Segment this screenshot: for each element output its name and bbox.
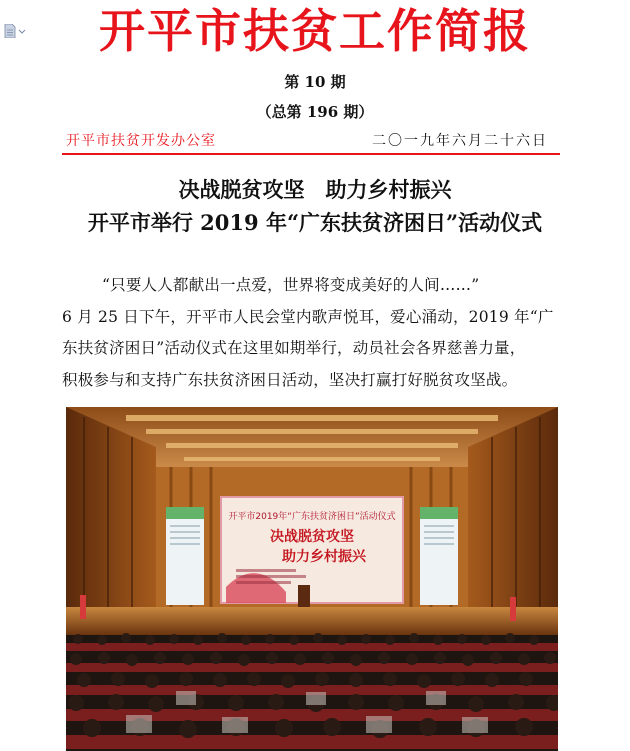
headline-line-1: 决战脱贫攻坚 助力乡村振兴 xyxy=(178,177,452,202)
banner-slogan-2: 助力乡村振兴 xyxy=(282,549,366,565)
paragraph-line: 东扶贫济困日”活动仪式在这里如期举行，动员社会各界慈善力量， xyxy=(62,339,526,357)
masthead-title: 开平市扶贫工作简报 xyxy=(99,4,531,58)
header-divider xyxy=(62,153,560,155)
headline-line-2: 开平市举行 2019 年“广东扶贫济困日”活动仪式 xyxy=(87,210,543,235)
article-paragraph xyxy=(62,270,562,396)
paragraph-line: “只要人人都献出一点爱，世界将变成美好的人间……” xyxy=(102,276,480,294)
total-issue-number: （总第 196 期） xyxy=(256,103,374,121)
banner-title: 开平市2019年“广东扶贫济困日”活动仪式 xyxy=(228,512,396,522)
paragraph-line: 6 月 25 日下午，开平市人民会堂内歌声悦耳，爱心涌动，2019 年“广 xyxy=(62,307,554,326)
issue-number: 第 10 期 xyxy=(284,73,346,91)
banner-slogan-1: 决战脱贫攻坚 xyxy=(270,529,354,545)
paragraph-line: 积极参与和支持广东扶贫济困日活动，坚决打赢打好脱贫攻坚战。 xyxy=(62,370,518,389)
event-photo xyxy=(66,407,558,751)
publish-date: 二〇一九年六月二十六日 xyxy=(372,133,548,149)
publisher-office: 开平市扶贫开发办公室 xyxy=(66,133,216,149)
